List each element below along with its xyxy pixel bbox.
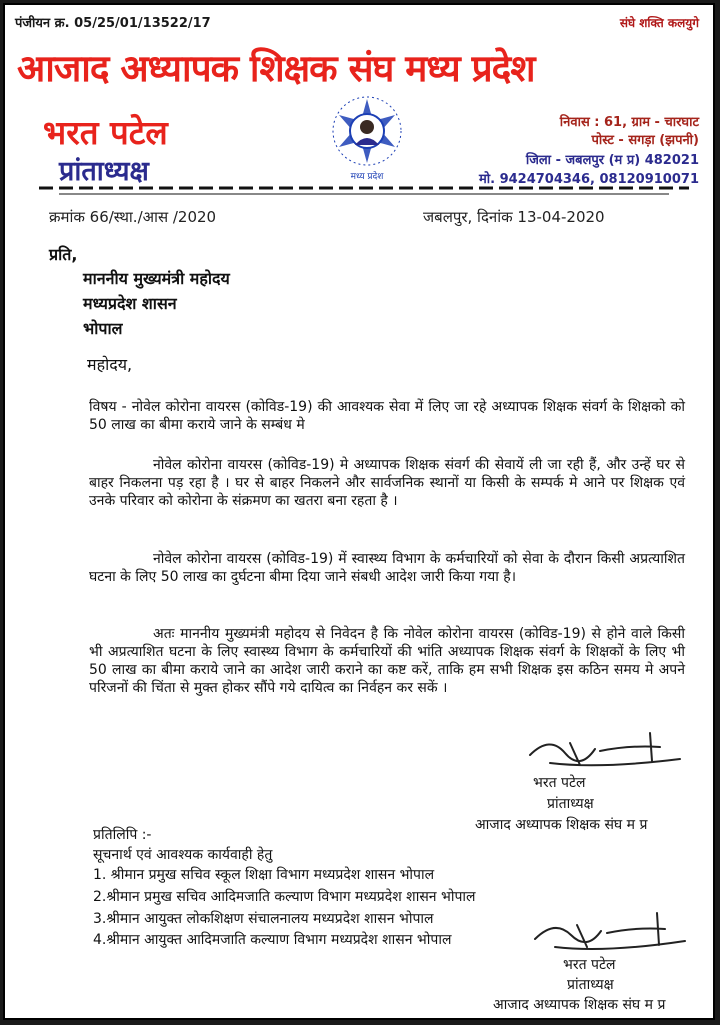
copy-item: 3.श्रीमान आयुक्त लोकशिक्षण संचालनालय मध्यप्रदेश शासन भोपाल	[93, 911, 434, 927]
letter-page	[3, 3, 715, 1020]
signature	[525, 905, 695, 957]
recipient-line: मध्यप्रदेश शासन	[83, 294, 177, 313]
phone-line: मो. 9424704346, 08120910071	[478, 172, 699, 187]
person-name: भरत पटेल	[43, 113, 168, 152]
to-label: प्रति,	[49, 245, 78, 264]
signature	[510, 725, 690, 773]
signatory-name: भरत पटेल	[533, 775, 586, 791]
address-line: जिला - जबलपुर (म प्र) 482021	[525, 153, 699, 168]
signatory-organization: आजाद अध्यापक शिक्षक संघ म प्र	[493, 997, 666, 1013]
copy-item: 1. श्रीमान प्रमुख सचिव स्कूल शिक्षा विभाग मध्यप्रदेश शासन भोपाल	[93, 867, 435, 883]
signatory-name: भरत पटेल	[563, 957, 616, 973]
copy-item: 4.श्रीमान आयुक्त आदिमजाति कल्याण विभाग मध्यप्रदेश शासन भोपाल	[93, 932, 452, 948]
registration-number: पंजीयन क्र. 05/25/01/13522/17	[15, 16, 211, 31]
signatory-organization: आजाद अध्यापक शिक्षक संघ म प्र	[475, 817, 648, 833]
recipient-line: माननीय मुख्यमंत्री महोदय	[83, 269, 230, 288]
address-line: निवास : 61, ग्राम - चारघाट	[559, 115, 699, 130]
address-line: पोस्ट - सगड़ा (झपनी)	[591, 133, 699, 148]
organization-logo	[325, 93, 409, 185]
person-title: प्रांताध्यक्ष	[59, 156, 149, 187]
signatory-title: प्रांताध्यक्ष	[547, 796, 594, 812]
recipient-line: भोपाल	[83, 319, 123, 338]
copy-intro: सूचनार्थ एवं आवश्यक कार्यवाही हेतु	[93, 847, 273, 863]
body-paragraph: नोवेल कोरोना वायरस (कोविड-19) मे अध्यापक शिक्षक संवर्ग की सेवायें ली जा रही हैं, और उन्हें घर से बाहर निकलना पड़ रहा है । घर से बाहर निकलने और सार्वजनिक स्थानों या किसी के सम्पर्क मे आने पर शिक्षक एवं उनके परिवार को कोरोना के संक्रमण का खतरा बना रहता है ।	[89, 457, 685, 509]
motto: संघे शक्ति कलयुगे	[619, 16, 699, 30]
letterhead-divider	[39, 181, 689, 199]
subject-line: विषय - नोवेल कोरोना वायरस (कोविड-19) की आवश्यक सेवा में लिए जा रहे अध्यापक शिक्षक संवर्ग के शिक्षको को 50 लाख का बीमा कराये जाने के सम्बंध मे	[89, 399, 685, 433]
logo-caption: मध्य प्रदेश	[350, 172, 384, 182]
copy-item: 2.श्रीमान प्रमुख सचिव आदिमजाति कल्याण विभाग मध्यप्रदेश शासन भोपाल	[93, 889, 476, 905]
salutation: महोदय,	[87, 355, 133, 374]
body-paragraph: अतः माननीय मुख्यमंत्री महोदय से निवेदन है कि नोवेल कोरोना वायरस (कोविड-19) से होने वाले किसी भी अप्रत्याशित घटना के लिए स्वास्थ्य विभाग के कर्मचारियों की भांति अध्यापक शिक्षक संवर्ग के शिक्षकों के लिए भी 50 लाख का बीमा कराये जाने का आदेश जारी कराने का कष्ट करें, ताकि हम सभी शिक्षक इस कठिन समय मे अपने परिजनों की चिंता से मुक्त होकर सौंपे गये दायित्व का निर्वहन कर सकें ।	[89, 626, 685, 696]
signatory-title: प्रांताध्यक्ष	[567, 977, 614, 993]
body-paragraph: नोवेल कोरोना वायरस (कोविड-19) में स्वास्थ्य विभाग के कर्मचारियों को सेवा के दौरान किसी अप्रत्याशित घटना के लिए 50 लाख का दुर्घटना बीमा दिया जाने संबधी आदेश जारी किया गया है।	[89, 551, 685, 585]
letter-date: जबलपुर, दिनांक 13-04-2020	[423, 208, 605, 226]
organization-name: आजाद अध्यापक शिक्षक संघ मध्य प्रदेश	[17, 47, 535, 90]
reference-number: क्रमांक 66/स्था./आस /2020	[49, 208, 217, 226]
copy-heading: प्रतिलिपि :-	[93, 827, 152, 843]
